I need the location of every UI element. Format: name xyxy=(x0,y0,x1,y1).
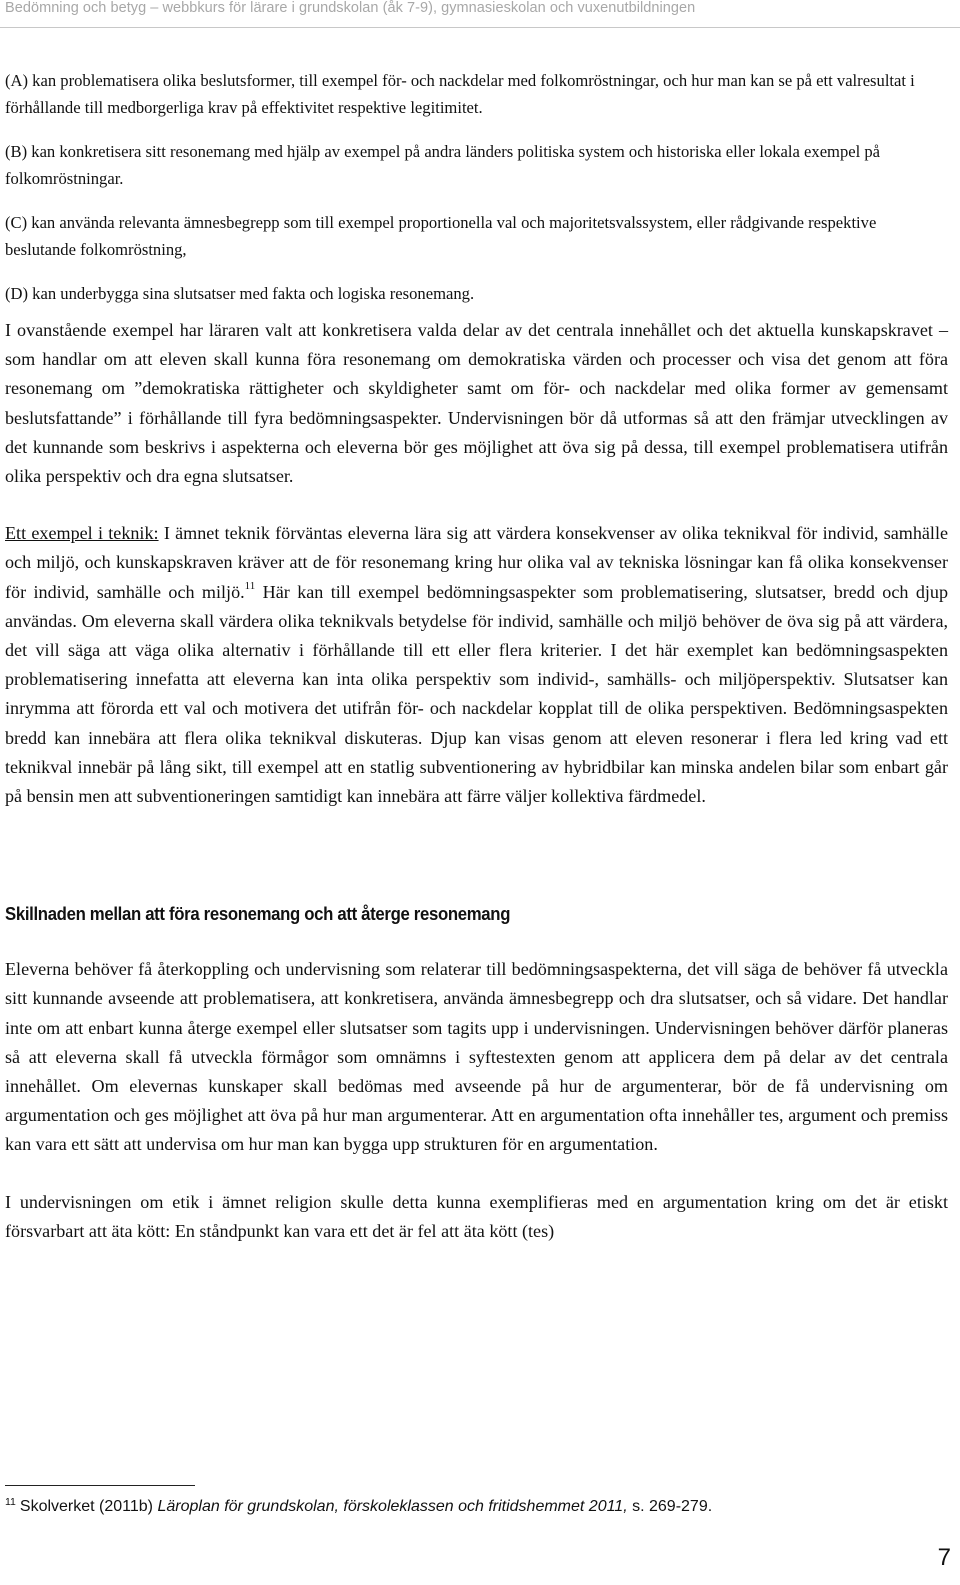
aspect-item-d: (D) kan underbygga sina slutsatser med fakta och logiska resonemang. xyxy=(5,284,475,303)
aspect-item-c: (C) kan använda relevanta ämnesbegrepp som till exempel proportionella val och majoritetsvalssystem, eller rådgivande respektive beslutande folkomröstning, xyxy=(5,213,877,259)
teknik-example-label: Ett exempel i teknik: xyxy=(5,523,159,544)
paragraph-kunskapskrav: I ovanstående exempel har läraren valt att konkretisera valda delar av det centrala innehållet och det aktuella kunskapskravet – som handlar om att eleven skall kunna föra resonemang om demokratiska värden och processer och visa det genom att föra resonemang om ”demokratiska rättigheter och skyldigheter samt om för- och nackdelar med olika former av gemensamt beslutsfattande” i förhållande till fyra bedömningsaspekter. Undervisningen bör då utformas så att den främjar utvecklingen av det kunnande som beskrivs i aspekterna och eleverna bör ges möjlighet att öva sig på dessa, till exempel problematisera utifrån olika perspektiv och dra egna slutsatser. xyxy=(5,320,948,487)
footnote-reference: 11 xyxy=(244,579,256,592)
footnote-source: Skolverket (2011b) xyxy=(19,1498,154,1515)
aspect-item-b: (B) kan konkretisera sitt resonemang med hjälp av exempel på andra länders politiska system och historiska eller lokala exempel på folkomröstningar. xyxy=(5,142,881,188)
paragraph-etik-example: I undervisningen om etik i ämnet religion skulle detta kunna exemplifieras med en argumentation kring om det är etiskt försvarbart att äta kött: En ståndpunkt kan vara ett det är fel att äta kött (tes) xyxy=(5,1191,948,1241)
page-number: 7 xyxy=(937,1544,951,1571)
header-divider xyxy=(0,27,960,28)
running-header: Bedömning och betyg – webbkurs för lärare i grundskolan (åk 7-9), gymnasieskolan och vuxenutbildningen xyxy=(5,0,696,16)
page-body xyxy=(5,67,948,1261)
teknik-text-part-2: Här kan till exempel bedömningsaspekter som problematisering, slutsatser, bredd och djup användas. Om eleverna skall värdera olika teknikvals betydelse för individ, samhälle och miljö behöver de öva sig på att värdera, det vill säga att väga olika alternativ i förhållande till ett eller flera kriterier. I det här exemplet kan bedömningsaspekten problematisering innefatta att eleverna kan inta olika perspektiv som individ-, samhälls- och miljöperspektiv. Slutsatser kan inrymma att förorda ett val och motivera det utifrån för- och nackdelar kopplat till de olika perspektiven. Bedömningsaspekten bredd kan innebära att flera olika teknikval diskuteras. Djup kan visas genom att eleven resonerar i flera led kring vad ett teknikval innebär på lång sikt, till exempel att en statlig subventionering av hybridbilar kan minska andelen bilar som enbart går på bensin men att subventioneringen samtidigt kan innebära att färre väljer kollektiva färdmedel. xyxy=(5,581,948,807)
section-heading: Skillnaden mellan att föra resonemang och att återge resonemang xyxy=(5,904,511,925)
footnote xyxy=(5,1496,712,1518)
paragraph-teknik-example xyxy=(5,519,948,811)
footnote-title: Läroplan för grundskolan, förskoleklassen och fritidshemmet 2011, xyxy=(157,1498,628,1515)
footnote-number: 11 xyxy=(5,1495,16,1508)
teknik-text-part-1: I ämnet teknik förväntas eleverna lära sig att värdera konsekvenser av olika teknikval för individ, samhälle och miljö, och kunskapskraven kräver att de för resonemang kring hur olika val av tekniska lösningar kan få olika konsekvenser för individ, samhälle och miljö. xyxy=(5,523,949,602)
footnote-pages: s. 269-279. xyxy=(632,1498,713,1515)
footnote-divider xyxy=(5,1485,195,1486)
aspect-item-a: (A) kan problematisera olika beslutsformer, till exempel för- och nackdelar med folkomröstningar, och hur man kan se på ett valresultat i förhållande till medborgerliga krav på effektivitet respektive legitimitet. xyxy=(5,71,915,117)
paragraph-aterkoppling: Eleverna behöver få återkoppling och undervisning som relaterar till bedömningsaspekterna, det vill säga de behöver få utveckla sitt kunnande avseende att problematisera, att konkretisera, använda ämnesbegrepp och dra slutsatser, och så vidare. Det handlar inte om att enbart kunna återge exempel eller slutsatser som tagits upp i undervisningen. Undervisningen behöver därför planeras så att eleverna skall få utveckla förmågor som omnämns i syftestexten genom att applicera dem på delar av det centrala innehållet. Om elevernas kunskaper skall bedömas med avseende på hur de argumenterar, bör de få undervisning om argumentation och ges möjlighet att öva på hur man argumenterar. Att en argumentation ofta innehåller tes, argument och premiss kan vara ett sätt att undervisa om hur man kan bygga upp strukturen för en argumentation. xyxy=(5,959,948,1155)
